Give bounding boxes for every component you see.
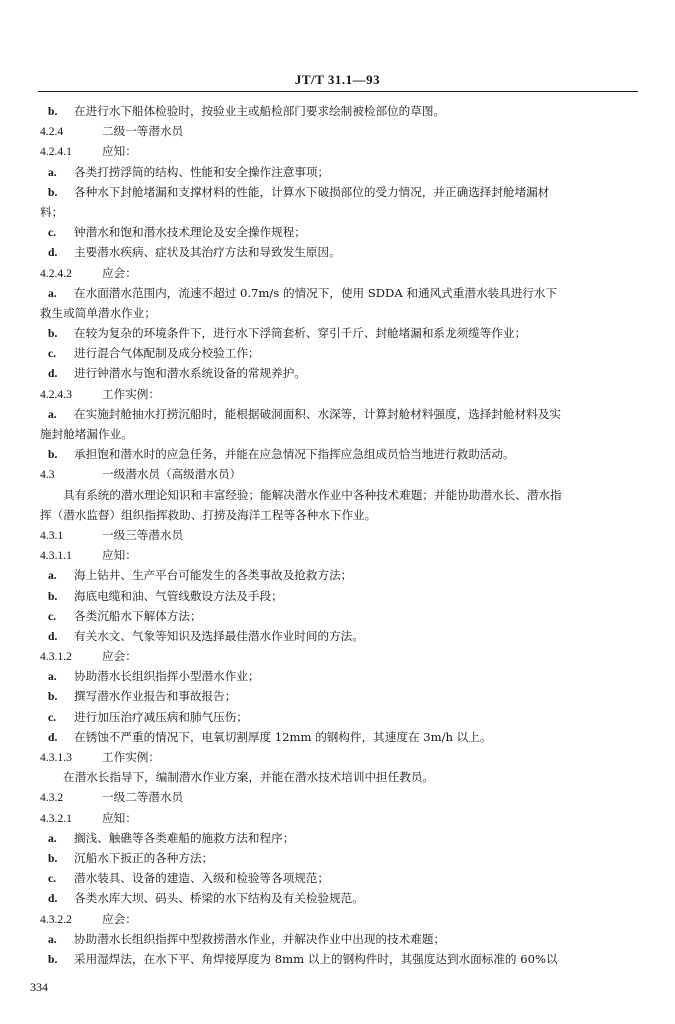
body-text — [0, 101, 675, 969]
list-item-label: d. — [48, 246, 58, 260]
list-item-label: a. — [48, 286, 57, 300]
line-text: 在进行水下船体检验时，按验业主或船检部门要求绘制被检部位的草图。 — [74, 104, 446, 118]
line-text: 各类水库大坝、码头、桥梁的水下结构及有关检验规范。 — [74, 891, 364, 906]
list-item — [0, 868, 675, 888]
line-text: 一级三等潜水员 — [102, 527, 184, 542]
section-heading — [0, 787, 675, 807]
list-item — [0, 848, 675, 868]
list-item — [0, 242, 675, 262]
list-item-label: b. — [48, 690, 58, 704]
continuation-line — [0, 202, 675, 222]
list-item — [0, 222, 675, 242]
section-heading — [0, 545, 675, 565]
section-number: 4.2.4 — [40, 125, 64, 139]
list-item-label: a. — [48, 407, 57, 421]
list-item — [0, 929, 675, 949]
line-text: 在潜水长指导下，编制潜水作业方案，并能在潜水技术培训中担任教员。 — [63, 770, 435, 785]
list-item-label: c. — [48, 872, 57, 886]
list-item-label: b. — [48, 327, 58, 341]
section-heading — [0, 525, 675, 545]
list-item-label: b. — [48, 448, 58, 462]
line-text: 工作实例： — [102, 386, 160, 401]
list-item — [0, 888, 675, 908]
line-text: 采用湿焊法，在水下平、角焊接厚度为 8mm 以上的钢构件时，其强度达到水面标准的 60%以 — [74, 951, 558, 966]
line-text: 施封舱堵漏作业。 — [40, 427, 133, 441]
list-item — [0, 606, 675, 626]
section-number: 4.3 — [40, 468, 55, 482]
line-text: 各种水下封舱堵漏和支撑材料的性能，计算水下破损部位的受力情况，并正确选择封舱堵漏材 — [74, 184, 550, 199]
section-heading — [0, 464, 675, 484]
line-text: 应知： — [102, 810, 137, 825]
list-item-label: d. — [48, 730, 58, 744]
line-text: 工作实例： — [102, 750, 160, 764]
list-item-label: d. — [48, 892, 58, 906]
line-text: 协助潜水长组织指挥小型潜水作业； — [74, 669, 260, 684]
line-text: 沉船水下扳正的各种方法； — [74, 850, 214, 865]
list-item-label: a. — [48, 932, 57, 946]
list-item-label: d. — [48, 629, 58, 643]
line-text: 料； — [40, 204, 64, 219]
line-text: 具有系统的潜水理论知识和丰富经验；能解决潜水作业中各种技术难题；并能协助潜水长、潜水指 — [63, 487, 562, 502]
line-text: 海上钻井、生产平台可能发生的各类事故及抢救方法； — [74, 568, 353, 583]
list-item — [0, 444, 675, 464]
list-item-label: c. — [48, 226, 57, 240]
line-text: 救生或简单潜水作业； — [40, 305, 156, 320]
list-item — [0, 101, 675, 121]
list-item-label: a. — [48, 165, 57, 179]
list-item-label: b. — [48, 185, 58, 199]
list-item — [0, 323, 675, 343]
list-item — [0, 162, 675, 182]
section-heading — [0, 384, 675, 404]
line-text: 在水面潜水范围内，流速不超过 0.7m/s 的情况下，使用 SDDA 和通风式重潜水装具进行水下 — [74, 285, 558, 300]
line-text: 潜水装具、设备的建造、入级和检验等各项规范； — [74, 871, 330, 886]
list-item-label: a. — [48, 831, 57, 845]
header-rule — [38, 91, 638, 92]
list-item-label: c. — [48, 347, 57, 361]
line-text: 各类沉船水下解体方法； — [74, 608, 202, 623]
section-heading — [0, 808, 675, 828]
section-number: 4.3.2.1 — [40, 811, 72, 825]
list-item — [0, 586, 675, 606]
section-number: 4.3.2.2 — [40, 912, 72, 926]
list-item-label: a. — [48, 670, 57, 684]
list-item — [0, 686, 675, 706]
line-text: 承担饱和潜水时的应急任务，并能在应急情况下指挥应急组成员恰当地进行救助活动。 — [74, 447, 515, 462]
list-item-label: b. — [48, 589, 58, 603]
list-item — [0, 666, 675, 686]
list-item — [0, 626, 675, 646]
line-text: 应会： — [102, 649, 137, 664]
continuation-line — [0, 505, 675, 525]
section-number: 4.3.1.3 — [40, 751, 72, 764]
list-item-label: b. — [48, 851, 58, 865]
line-text: 应知： — [102, 144, 137, 159]
section-number: 4.2.4.3 — [40, 387, 72, 401]
continuation-line — [0, 303, 675, 323]
line-text: 钟潜水和饱和潜水技术理论及安全操作规程； — [74, 225, 306, 240]
line-text: 进行加压治疗减压病和肺气压伤； — [74, 709, 248, 724]
list-item — [0, 363, 675, 383]
line-text: 搁浅、触礁等各类难船的施救方法和程序； — [74, 830, 295, 845]
line-text: 进行混合气体配制及成分校验工作； — [74, 346, 260, 361]
paragraph-line — [0, 767, 675, 787]
list-item — [0, 182, 675, 202]
list-item — [0, 707, 675, 727]
line-text: 应知： — [102, 548, 137, 563]
list-item — [0, 565, 675, 585]
line-text: 二级一等潜水员 — [102, 124, 184, 139]
list-item-label: d. — [48, 367, 58, 381]
section-heading — [0, 909, 675, 929]
section-number: 4.2.4.2 — [40, 266, 72, 280]
line-text: 协助潜水长组织指挥中型救捞潜水作业，并解决作业中出现的技术难题； — [74, 931, 446, 946]
line-text: 撰写潜水作业报告和事故报告； — [74, 689, 237, 704]
section-number: 4.3.1 — [40, 528, 64, 542]
line-text: 应会： — [102, 911, 137, 926]
section-heading — [0, 646, 675, 666]
line-text: 主要潜水疾病、症状及其治疗方法和导致发生原因。 — [74, 245, 341, 260]
section-number: 4.2.4.1 — [40, 145, 72, 159]
list-item — [0, 727, 675, 747]
list-item-label: b. — [48, 952, 58, 966]
line-text: 进行钟潜水与饱和潜水系统设备的常规养护。 — [74, 366, 306, 381]
section-number: 4.3.1.1 — [40, 549, 72, 563]
list-item — [0, 343, 675, 363]
continuation-line — [0, 424, 675, 444]
list-item — [0, 828, 675, 848]
paragraph-line — [0, 485, 675, 505]
line-text: 一级潜水员（高级潜水员） — [102, 467, 242, 482]
section-heading — [0, 263, 675, 283]
line-text: 各类打捞浮筒的结构、性能和安全操作注意事项； — [74, 164, 330, 179]
section-heading — [0, 747, 675, 767]
line-text: 应会： — [102, 265, 137, 280]
page-number: 334 — [30, 980, 48, 994]
section-heading — [0, 141, 675, 161]
list-item-label: c. — [48, 710, 57, 724]
section-number: 4.3.1.2 — [40, 650, 72, 664]
line-text: 挥（潜水监督）组织指挥救助、打捞及海洋工程等各种水下作业。 — [40, 507, 377, 522]
list-item-label: a. — [48, 569, 57, 583]
line-text: 海底电缆和油、气管线敷设方法及手段； — [74, 588, 283, 603]
line-text: 在锈蚀不严重的情况下，电氧切割厚度 12mm 的钢构件，其速度在 3m/h 以上。 — [74, 729, 492, 744]
line-text: 一级二等潜水员 — [102, 790, 184, 805]
list-item-label: b. — [48, 105, 58, 118]
list-item-label: c. — [48, 609, 57, 623]
list-item — [0, 949, 675, 969]
running-header: JT/T 31.1—93 — [294, 72, 381, 87]
section-heading — [0, 121, 675, 141]
list-item — [0, 283, 675, 303]
section-number: 4.3.2 — [40, 791, 64, 805]
line-text: 在较为复杂的环境条件下，进行水下浮筒套析、穿引千斤、封舱堵漏和系龙须缆等作业； — [74, 326, 527, 341]
list-item — [0, 404, 675, 424]
line-text: 有关水文、气象等知识及选择最佳潜水作业时间的方法。 — [74, 628, 364, 643]
line-text: 在实施封舱抽水打捞沉船时，能根据破洞面积、水深等，计算封舱材料强度，选择封舱材料及实 — [74, 406, 561, 421]
